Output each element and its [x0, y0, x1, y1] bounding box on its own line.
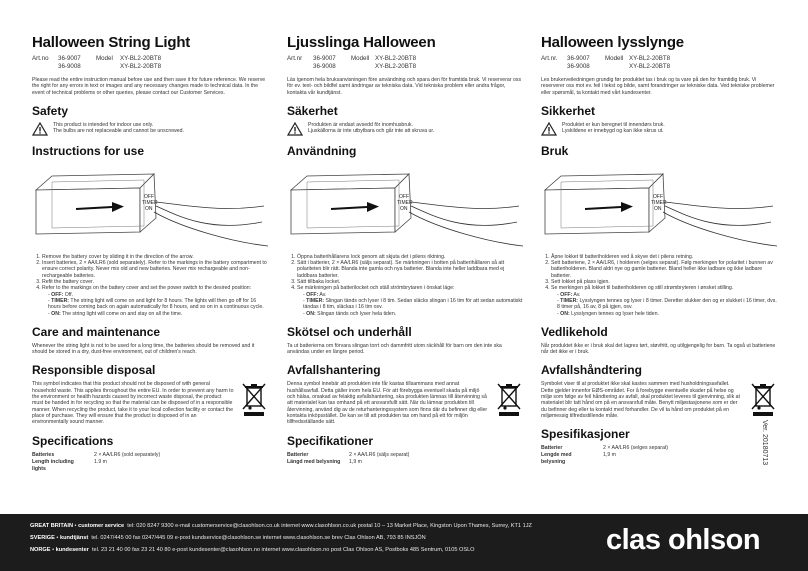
model-number-2: XY-BL2-20BT8: [120, 63, 162, 70]
battery-box-illustration: [541, 162, 777, 252]
spec-key: Length including lights: [32, 458, 74, 472]
spec-table: [541, 445, 676, 466]
switch-options: [551, 292, 777, 317]
step-item: 3. Sett lokket på plass igjen.: [551, 279, 777, 285]
model-label: Modell: [605, 55, 624, 62]
spec-row: [541, 452, 676, 466]
battery-box-illustration: [287, 162, 523, 252]
warning-icon: [541, 122, 557, 136]
footer-cs: kundtjänst: [59, 535, 89, 541]
model-number-1: XY-BL2-20BT8: [629, 55, 671, 62]
option-desc: Lysslyngen tennes og lyser i 8 timer. Deretter slukker den og er slukket i 16 timer, dvs. 8 timer på, 16 av, 8 på igjen, osv.: [557, 297, 777, 311]
option-desc: Off.: [63, 291, 73, 298]
safety-heading: Sikkerhet: [541, 103, 596, 118]
option-key: ON:: [51, 310, 61, 317]
option-key: TIMER:: [51, 297, 70, 304]
spec-value: 1.9 m: [94, 458, 107, 465]
footer-row-se: SVERIGE • kundtjänst tel. 0247/445 00 fax 0247/445 09 e-post kundservice@clasohlson.se internet www.clasohlson.se brev Clas Ohlson AB, 793 85 INSJÖN: [30, 535, 426, 541]
disposal-row: [287, 381, 523, 425]
safety-row: [541, 122, 777, 136]
model-number-1: XY-BL2-20BT8: [120, 55, 162, 62]
crossed-bin-icon: [749, 381, 777, 417]
spec-value: 2 × AA/LR6 (säljs separat): [349, 451, 410, 458]
model-number-2: XY-BL2-20BT8: [375, 63, 417, 70]
warning-icon: [287, 122, 303, 136]
art-number-2: 36-9008: [313, 63, 336, 70]
steps-list: [287, 254, 523, 317]
option-desc: Lysslyngen tennes og lyser hele tiden.: [569, 310, 659, 317]
spec-row: [287, 459, 417, 466]
option-desc: Slingan tänds och lyser i 8 tim. Sedan släcks slingan i 16 tim för att sedan automatiskt tändas i 8 tim, släckas i 16 tim osv.: [303, 297, 523, 311]
spec-row: [32, 452, 168, 459]
care-text: Når produktet ikke er i bruk skal det lagres tørt, støvfritt, og utilgjengelig for barn. Ta også ut batteriene når det ikke er i bruk.: [541, 342, 776, 356]
step-item: 1. Öppna batterihållarens lock genom att skjuta det i pilens riktning.: [297, 254, 523, 260]
switch-timer-label: TIMER: [142, 199, 158, 206]
spec-value: 2 × AA/LR6 (selges separat): [603, 445, 669, 452]
switch-timer-label: TIMER: [397, 199, 413, 206]
switch-option: [48, 311, 268, 317]
switch-option: [303, 298, 523, 311]
disposal-text: This symbol indicates that this product should not be disposed of with general household waste. This applies throughout the entire EU. In order to prevent any harm to the environment or health hazards caused by incorrect waste disposal, the product must be handed in for recycling so that the material can be disposed of in a responsible manner. When recycling the product, take it to your local collection facility or contact the place of purchase. They will ensure that the product is disposed of in an environmentally sound manner.: [32, 381, 234, 426]
steps-list: [541, 254, 777, 317]
manual-title: Halloween lysslynge: [541, 34, 684, 51]
model-number-2: XY-BL2-20BT8: [629, 63, 671, 70]
safety-line-2: Lyskildene er innebygd og kan ikke skrus ut.: [562, 128, 664, 135]
disposal-heading: Responsible disposal: [32, 363, 156, 378]
option-key: TIMER:: [306, 297, 325, 304]
art-number-1: 36-9007: [313, 55, 336, 62]
spec-key: Längd med belysning: [287, 458, 341, 465]
footer-country: GREAT BRITAIN: [30, 523, 73, 529]
switch-options: [297, 292, 523, 317]
step-item: 3. Refit the battery cover.: [42, 279, 268, 285]
option-key: OFF:: [306, 291, 319, 298]
disposal-heading: Avfallshantering: [287, 363, 381, 378]
battery-box-illustration: [32, 162, 268, 252]
safety-line-1: This product is intended for indoor use only.: [53, 121, 154, 128]
care-text: Whenever the string light is not to be used for a long time, the batteries should be removed and it should be stored in a dry, dust-free environment, out of children's reach.: [32, 342, 255, 356]
step-item: 2. Sett batteriene, 2 × AA/LR6, i holderen (selges separat). Følg merkingen for polaritet i bunnen av batteriholderen. Bland aldri nye og gamle batterier. Bland heller ikke ladbare og ikke ladbare batterier.: [551, 260, 777, 279]
disposal-text: Symbolet viser til at produktet ikke skal kastes sammen med husholdningsavfallet. Dette gjelder innenfor EØS-området. For å forebygge eventuelle skader på helse og miljø som følge av feil håndtering av avfall, skal produktet leveres til gjenvinning, slik at materialet blir tatt hånd om på en ansvarsfull måte. Benytt miljøstasjonene som er der du befinner deg eller ta kontakt med forhandler. De vil ta hånd om produktet på en miljømessig tilfredsstillende måte.: [541, 381, 740, 419]
brand-logo: clas ohlson: [606, 524, 761, 556]
safety-row: [287, 122, 523, 136]
safety-heading: Säkerhet: [287, 103, 338, 118]
spec-row: [541, 445, 676, 452]
art-number-1: 36-9007: [567, 55, 590, 62]
footer-row-gb: GREAT BRITAIN • customer service tel: 020 8247 9300 e-mail customerservice@clasohlson.co.uk internet www.clasohlson.co.uk postal 10 – 13 Market Place, Kingston Upon Thames, Surrey, KT1 1JZ: [30, 523, 532, 529]
spec-row: [287, 452, 417, 459]
option-key: ON:: [560, 310, 570, 317]
intro-text: Les brukerveiledningen grundig før produktet tas i bruk og ta vare på den for framtidig bruk. Vi reserverer oss mot ev. feil i tekst og bilde, samt forandringer av tekniske data. Ved tekniske problemer eller spørsmål, ta kontakt med vårt kundesenter.: [541, 77, 775, 96]
option-desc: Av.: [318, 291, 327, 298]
intro-text: Please read the entire instruction manual before use and then save it for future reference. We reserve the right for any errors in text or images and any necessary changes made to technical data. In the event of technical problems or other queries, please contact our Customer Services.: [32, 77, 266, 96]
switch-option: [303, 311, 523, 317]
step-item: 4. Se merkingen på lokket til batteriholderen og still strømbryteren i ønsket stilling. - OFF: Av. - TIMER: Lysslyngen tennes og lyser i 8 timer. Deretter slukker den og er slukket i 16 timer, dvs. 8 timer på, 16 av, 8 på igjen, osv. - ON: Lysslyngen tennes og lyser hele tiden.: [551, 285, 777, 316]
option-key: OFF:: [51, 291, 64, 298]
footer-country: SVERIGE: [30, 535, 55, 541]
switch-options: [42, 292, 268, 317]
safety-heading: Safety: [32, 103, 69, 118]
manual-title: Halloween String Light: [32, 34, 191, 51]
disposal-text: Denna symbol innebär att produkten inte får kastas tillsammans med annat hushållsavfall. Detta gäller inom hela EU. För att förebygga eventuell skada på miljö och hälsa, orsakad av felaktig avfallshantering, ska produkten lämnas till återvinning så att materialet kan tas omhand på ett ansvarsfullt sätt. När du lämnar produkten till återvinning, använd dig av de returhanteringssystem som finns där du befinner dig eller kontakta inköpsstället. De kan se till att produkten tas om hand på ett för miljön tillfredsställande sätt.: [287, 381, 488, 426]
spec-value: 2 × AA/LR6 (sold separately): [94, 451, 161, 458]
option-desc: Slingan tänds och lyser hela tiden.: [315, 310, 397, 317]
safety-line-1: Produkten är endast avsedd för inomhusbruk.: [308, 121, 413, 128]
footer-contact: tel. 23 21 40 00 fax 23 21 40 80 e-post kundesenter@clasohlson.no internet www.clasohlson.no post Clas Ohlson AS, Postboks 485 Sentrum, 0105 OSLO: [91, 547, 475, 553]
art-label: Art.nr.: [541, 55, 558, 62]
manual-title: Ljusslinga Halloween: [287, 34, 436, 51]
art-number-2: 36-9008: [58, 63, 81, 70]
switch-on-label: ON: [654, 205, 662, 212]
safety-line-2: Ljuskällorna är inte utbytbara och går inte att skruva ur.: [308, 128, 435, 135]
column-swedish: [287, 34, 523, 466]
spec-row: [32, 459, 168, 473]
spec-key: Batteries: [32, 451, 55, 458]
care-heading: Skötsel och underhåll: [287, 324, 412, 339]
safety-line-1: Produktet er kun beregnet til innendørs bruk.: [562, 121, 665, 128]
spec-heading: Spesifikasjoner: [541, 427, 630, 442]
crossed-bin-icon: [495, 381, 523, 417]
switch-on-label: ON: [400, 205, 408, 212]
article-info: [541, 55, 777, 71]
disposal-heading: Avfallshåndtering: [541, 363, 642, 378]
spec-heading: Specifikationer: [287, 433, 374, 448]
switch-option: [557, 311, 777, 317]
model-label: Model: [96, 55, 113, 62]
footer-contact: tel. 0247/445 00 fax 0247/445 09 e-post kundservice@clasohlson.se internet www.clasohlson.se brev Clas Ohlson AB, 793 85 INSJÖN: [91, 535, 426, 541]
version-label: Ver. 20180713: [761, 420, 768, 466]
switch-option: [48, 298, 268, 311]
spec-table: [32, 452, 168, 473]
option-desc: The string light will come on and light for 8 hours. The lights will then go off for 16 hours before coming back on again automatically for 8 hours, and so on in a continuous cycle.: [48, 297, 264, 311]
disposal-row: [32, 381, 268, 425]
article-info: [32, 55, 268, 71]
care-text: Ta ut batterierna om förvara slingan torrt och dammfritt utom räckhåll för barn om den inte ska användas under en längre period.: [287, 342, 502, 356]
safety-line-2: The bulbs are not replaceable and cannot be unscrewed.: [53, 128, 184, 135]
column-norwegian: [541, 34, 777, 466]
step-item: 4. Refer to the markings on the battery cover and set the power switch to the desired position: - OFF: Off. - TIMER: The string light will come on and light for 8 hours. The lights will then go off for 16 hours before coming back on again automatically for 8 hours, and so on in a continuous cycle. - ON: The string light will come on and stay on all the time.: [42, 285, 268, 316]
option-key: TIMER:: [560, 297, 579, 304]
footer: [0, 514, 808, 571]
footer-contact: tel: 020 8247 9300 e-mail customerservice@clasohlson.co.uk internet www.clasohlson.co.uk postal 10 – 13 Market Place, Kingston Upon Thames, Surrey, KT1 1JZ: [127, 523, 532, 529]
care-heading: Vedlikehold: [541, 324, 608, 339]
footer-cs: customer service: [78, 523, 125, 529]
switch-off-label: OFF: [144, 193, 154, 200]
spec-key: Batterier: [541, 445, 563, 452]
switch-off-label: OFF: [653, 193, 663, 200]
switch-off-label: OFF: [399, 193, 409, 200]
spec-key: Batterier: [287, 451, 309, 458]
steps-list: [32, 254, 268, 317]
column-english: [32, 34, 268, 473]
instructions-heading: Instructions for use: [32, 143, 145, 158]
option-key: OFF:: [560, 291, 573, 298]
model-number-1: XY-BL2-20BT8: [375, 55, 417, 62]
art-label: Art.no: [32, 55, 49, 62]
step-item: 3. Sätt tillbaka locket.: [297, 279, 523, 285]
spec-table: [287, 452, 417, 466]
art-label: Art.nr: [287, 55, 303, 62]
switch-timer-label: TIMER: [651, 199, 667, 206]
art-number-2: 36-9008: [567, 63, 590, 70]
footer-country: NORGE: [30, 547, 51, 553]
model-label: Modell: [351, 55, 370, 62]
disposal-row: [541, 381, 777, 419]
spec-heading: Specifications: [32, 433, 114, 448]
option-desc: The string light will come on and stay on all the time.: [60, 310, 183, 317]
switch-on-label: ON: [145, 205, 153, 212]
care-heading: Care and maintenance: [32, 324, 161, 339]
step-item: 2. Sätt i batterier, 2 × AA/LR6 (säljs separat). Se märkningen i botten på batterihållaren så att polariteten blir rätt. Blanda inte gamla och nya batterier. Blanda inte heller laddbara med ej laddbara batterier.: [297, 260, 523, 279]
step-item: 1. Remove the battery cover by sliding it in the direction of the arrow.: [42, 254, 268, 260]
switch-option: [557, 298, 777, 311]
footer-cs: kundesenter: [55, 547, 89, 553]
crossed-bin-icon: [240, 381, 268, 417]
art-number-1: 36-9007: [58, 55, 81, 62]
option-desc: Av.: [572, 291, 581, 298]
spec-value: 1,9 m: [349, 458, 362, 465]
warning-icon: [32, 122, 48, 136]
step-item: 2. Insert batteries, 2 × AA/LR6 (sold separately). Refer to the markings in the battery compartment to ensure correct polarity. Never mix old and new batteries. Never mix rechargeable and non-rechargeable batteries.: [42, 260, 268, 279]
instructions-heading: Bruk: [541, 143, 569, 158]
footer-row-no: NORGE • kundesenter tel. 23 21 40 00 fax 23 21 40 80 e-post kundesenter@clasohlson.no internet www.clasohlson.no post Clas Ohlson AS, Postboks 485 Sentrum, 0105 OSLO: [30, 547, 475, 553]
step-item: 1. Åpne lokket til batteriholderen ved å skyve det i pilens retning.: [551, 254, 777, 260]
step-item: 4. Se märkningen på batterilocket och ställ strömbrytaren i önskat läge: - OFF: Av. - TIMER: Slingan tänds och lyser i 8 tim. Sedan släcks slingan i 16 tim för att sedan automatiskt tändas i 8 tim, släckas i 16 tim osv. - ON: Slingan tänds och lyser hela tiden.: [297, 285, 523, 316]
instructions-heading: Användning: [287, 143, 357, 158]
spec-value: 1,9 m: [603, 452, 616, 459]
option-key: ON:: [306, 310, 316, 317]
safety-row: [32, 122, 268, 136]
intro-text: Läs igenom hela bruksanvisningen före användning och spara den för framtida bruk. Vi reserverar oss för ev. text- och bildfel samt ändringar av tekniska data. Vid tekniska problem eller andra frågor, kontakta vår kundtjänst.: [287, 77, 522, 96]
article-info: [287, 55, 523, 71]
spec-key: Lengde med belysning: [541, 452, 572, 466]
